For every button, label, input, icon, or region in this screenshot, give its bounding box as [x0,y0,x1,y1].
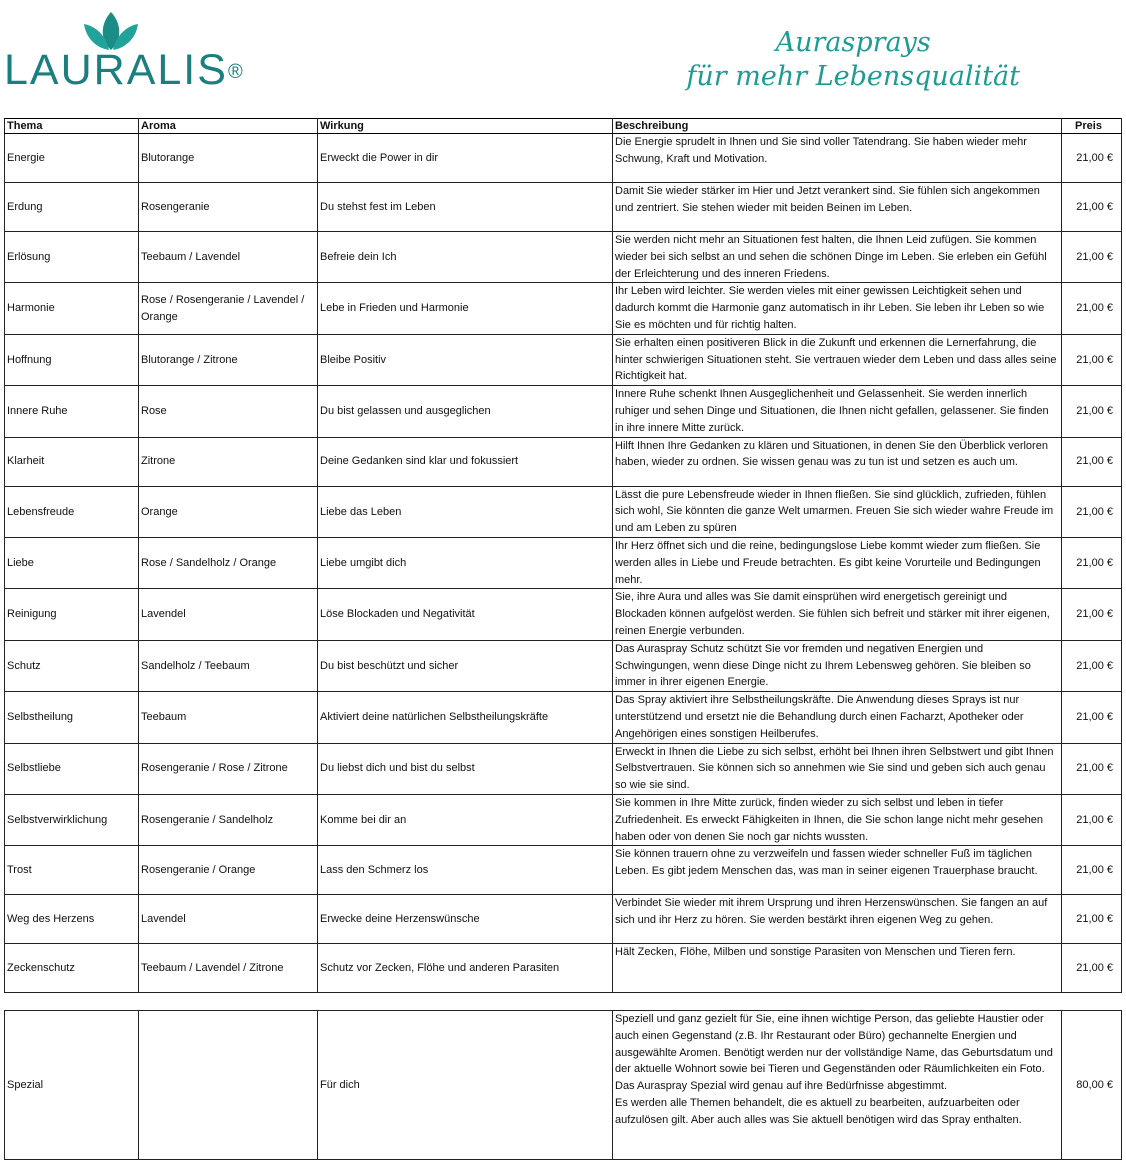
cell-wirkung: Bleibe Positiv [318,334,613,385]
cell-aroma: Lavendel [139,589,318,640]
header-aroma: Aroma [139,119,318,134]
cell-beschreibung: Sie, ihre Aura und alles was Sie damit einsprühen wird energetisch gereinigt und Blockaden können aufgelöst werden. Sie fühlen sich befreit und stärker mit ihrer eigenen, reinen Energie verbunden. [613,589,1062,640]
headline [686,26,1020,94]
cell-thema: Harmonie [5,283,139,334]
cell-wirkung: Du stehst fest im Leben [318,183,613,232]
table-row [5,134,1122,183]
cell-beschreibung: Damit Sie wieder stärker im Hier und Jetzt verankert sind. Sie fühlen sich angekommen und zentriert. Sie stehen wieder mit beiden Beinen im Leben. [613,183,1062,232]
cell-wirkung: Liebe umgibt dich [318,537,613,588]
cell-aroma: Teebaum [139,692,318,743]
product-table [4,118,1122,993]
cell-preis: 21,00 € [1062,183,1122,232]
cell-beschreibung: Sie werden nicht mehr an Situationen fest halten, die Ihnen Leid zufügen. Sie kommen wieder bei sich selbst an und sehen die schönen Dinge im Leben. Sie erleben ein Gefühl der Erleichterung und des inneren Friedens. [613,232,1062,283]
cell-preis: 21,00 € [1062,895,1122,944]
cell-preis: 21,00 € [1062,692,1122,743]
cell-wirkung: Liebe das Leben [318,486,613,537]
cell-wirkung: Befreie dein Ich [318,232,613,283]
cell-thema: Energie [5,134,139,183]
table-row [5,640,1122,691]
cell-aroma: Rosengeranie / Rose / Zitrone [139,743,318,794]
cell-thema: Selbstheilung [5,692,139,743]
cell-aroma: Rose [139,386,318,437]
cell-beschreibung: Sie können trauern ohne zu verzweifeln und fassen wieder schneller Fuß im täglichen Leben. Es gibt jedem Menschen das, was man in seiner eigenen Trauerphase braucht. [613,846,1062,895]
cell-thema: Weg des Herzens [5,895,139,944]
cell-preis: 21,00 € [1062,283,1122,334]
cell-thema: Klarheit [5,437,139,486]
table-row [5,183,1122,232]
spezial-thema: Spezial [5,1011,139,1160]
cell-aroma: Lavendel [139,895,318,944]
header-thema: Thema [5,119,139,134]
header-preis: Preis [1062,119,1122,134]
table-row [5,334,1122,385]
cell-beschreibung: Ihr Herz öffnet sich und die reine, bedingungslose Liebe kommt wieder zum fließen. Sie werden alles in Liebe und Freude betrachten. Es gibt keine Vorurteile und Bedingungen mehr. [613,537,1062,588]
cell-aroma: Teebaum / Lavendel [139,232,318,283]
cell-wirkung: Du bist beschützt und sicher [318,640,613,691]
cell-preis: 21,00 € [1062,743,1122,794]
cell-wirkung: Lass den Schmerz los [318,846,613,895]
header-beschreibung: Beschreibung [613,119,1062,134]
cell-wirkung: Lebe in Frieden und Harmonie [318,283,613,334]
cell-beschreibung: Sie erhalten einen positiveren Blick in die Zukunft und erkennen die Lernerfahrung, die hinter schwierigen Situationen steht. Sie vertrauen wieder dem Leben und dass alles seine Richtigkeit hat. [613,334,1062,385]
cell-wirkung: Du bist gelassen und ausgeglichen [318,386,613,437]
table-row [5,944,1122,993]
cell-thema: Reinigung [5,589,139,640]
cell-wirkung: Aktiviert deine natürlichen Selbstheilungskräfte [318,692,613,743]
cell-thema: Schutz [5,640,139,691]
cell-preis: 21,00 € [1062,486,1122,537]
header-wirkung: Wirkung [318,119,613,134]
headline-line-1: Aurasprays [775,27,931,58]
leaf-icon [82,10,140,50]
cell-aroma: Rosengeranie / Orange [139,846,318,895]
table-row [5,589,1122,640]
brand-name [4,48,243,92]
cell-aroma: Rosengeranie [139,183,318,232]
table-row [5,895,1122,944]
registered-mark: ® [227,61,243,83]
cell-thema: Selbstverwirklichung [5,794,139,845]
brand-logo [4,10,243,94]
table-row [5,846,1122,895]
cell-thema: Innere Ruhe [5,386,139,437]
spezial-desc-line: Speziell und ganz gezielt für Sie, eine ihnen wichtige Person, das geliebte Haustier oder auch einen Gegenstand (z.B. Ihr Restaurant oder Büro) gechannelte Energien und ausgewählte Aromen. Benötigt werden nur der vollständige Name, das Geburtsdatum und der aktuelle Wohnort sowie bei Tieren und Gegenständen oder Räumlichkeiten ein Foto. [615,1013,1053,1076]
cell-preis: 21,00 € [1062,794,1122,845]
table-row [5,386,1122,437]
cell-preis: 21,00 € [1062,232,1122,283]
cell-thema: Trost [5,846,139,895]
cell-preis: 21,00 € [1062,846,1122,895]
cell-aroma: Rose / Sandelholz / Orange [139,537,318,588]
cell-preis: 21,00 € [1062,640,1122,691]
cell-thema: Zeckenschutz [5,944,139,993]
table-row [5,232,1122,283]
cell-thema: Lebensfreude [5,486,139,537]
table-row [5,794,1122,845]
cell-preis: 21,00 € [1062,134,1122,183]
cell-aroma: Teebaum / Lavendel / Zitrone [139,944,318,993]
cell-wirkung: Deine Gedanken sind klar und fokussiert [318,437,613,486]
table-row [5,486,1122,537]
cell-thema: Hoffnung [5,334,139,385]
cell-beschreibung: Lässt die pure Lebensfreude wieder in Ihnen fließen. Sie sind glücklich, zufrieden, fühlen sich wohl, Sie könnten die ganze Welt umarmen. Freuen Sie sich wieder wahre Freude im und am Leben zu spüren [613,486,1062,537]
table-row [5,537,1122,588]
table-header-row [5,119,1122,134]
table-row [5,743,1122,794]
cell-aroma: Rosengeranie / Sandelholz [139,794,318,845]
cell-beschreibung: Verbindet Sie wieder mit ihrem Ursprung und ihren Herzenswünschen. Sie fangen an auf sich und ihr Herz zu hören. Sie werden bestärkt ihren eigenen Weg zu gehen. [613,895,1062,944]
cell-beschreibung: Sie kommen in Ihre Mitte zurück, finden wieder zu sich selbst und leben in tiefer Zufriedenheit. Es erweckt Fähigkeiten in Ihnen, die Sie schon lange nicht mehr gesehen haben oder von denen Sie noch gar nichts wussten. [613,794,1062,845]
brand-name-text: LAURALIS [4,46,228,94]
cell-beschreibung: Ihr Leben wird leichter. Sie werden vieles mit einer gewissen Leichtigkeit sehen und dadurch kommt die Harmonie ganz automatisch in ihr Leben. Sie leben ihr Leben so wie Sie es möchten und für richtig halten. [613,283,1062,334]
cell-wirkung: Schutz vor Zecken, Flöhe und anderen Parasiten [318,944,613,993]
cell-thema: Selbstliebe [5,743,139,794]
cell-aroma: Zitrone [139,437,318,486]
cell-thema: Liebe [5,537,139,588]
cell-wirkung: Komme bei dir an [318,794,613,845]
cell-aroma: Orange [139,486,318,537]
cell-preis: 21,00 € [1062,334,1122,385]
cell-preis: 21,00 € [1062,386,1122,437]
cell-thema: Erlösung [5,232,139,283]
page-header [0,0,1126,118]
table-row [5,692,1122,743]
cell-beschreibung: Hält Zecken, Flöhe, Milben und sonstige Parasiten von Menschen und Tieren fern. [613,944,1062,993]
headline-line-2: für mehr Lebensqualität [686,61,1020,92]
cell-wirkung: Erwecke deine Herzenswünsche [318,895,613,944]
cell-beschreibung: Erweckt in Ihnen die Liebe zu sich selbst, erhöht bei Ihnen ihren Selbstwert und gibt Ihnen Selbstvertrauen. Sie können sich so annehmen wie Sie sind und geben sich auch genau so wie sie sind. [613,743,1062,794]
cell-preis: 21,00 € [1062,537,1122,588]
spezial-table [4,1010,1122,1160]
cell-aroma: Sandelholz / Teebaum [139,640,318,691]
cell-preis: 21,00 € [1062,589,1122,640]
cell-aroma: Rose / Rosengeranie / Lavendel / Orange [139,283,318,334]
spezial-row [5,1011,1122,1160]
cell-preis: 21,00 € [1062,944,1122,993]
spezial-aroma [139,1011,318,1160]
cell-preis: 21,00 € [1062,437,1122,486]
cell-wirkung: Du liebst dich und bist du selbst [318,743,613,794]
cell-aroma: Blutorange [139,134,318,183]
spezial-desc-line: Es werden alle Themen behandelt, die es aktuell zu bearbeiten, aufzuarbeiten oder aufzulösen gilt. Aber auch alles was Sie aktuell benötigen wird das Spray enthalten. [615,1096,1022,1126]
cell-thema: Erdung [5,183,139,232]
cell-beschreibung: Das Auraspray Schutz schützt Sie vor fremden und negativen Energien und Schwingungen, wenn diese Dinge nicht zu Ihrem Lebensweg gehören. Sie bleiben so immer in ihrer eigenen Energie. [613,640,1062,691]
cell-beschreibung: Das Spray aktiviert ihre Selbstheilungskräfte. Die Anwendung dieses Sprays ist nur unterstützend und ersetzt nie die Behandlung durch einen Facharzt, Apotheker oder Angehörigen eines sonstigen Heilberufes. [613,692,1062,743]
spezial-desc-line: Das Auraspray Spezial wird genau auf ihre Bedürfnisse abgestimmt. [615,1080,948,1093]
table-row [5,283,1122,334]
cell-beschreibung: Hilft Ihnen Ihre Gedanken zu klären und Situationen, in denen Sie den Überblick verloren haben, wieder zu ordnen. Sie wissen genau was zu tun ist und setzen es auch um. [613,437,1062,486]
cell-beschreibung: Die Energie sprudelt in Ihnen und Sie sind voller Tatendrang. Sie haben wieder mehr Schwung, Kraft und Motivation. [613,134,1062,183]
spezial-wirkung: Für dich [318,1011,613,1160]
cell-wirkung: Erweckt die Power in dir [318,134,613,183]
table-row [5,437,1122,486]
cell-aroma: Blutorange / Zitrone [139,334,318,385]
spezial-beschreibung [613,1011,1062,1160]
cell-beschreibung: Innere Ruhe schenkt Ihnen Ausgeglichenheit und Gelassenheit. Sie werden innerlich ruhiger und sehen Dinge und Situationen, die Ihnen nicht gefallen, gelassener. Sie finden in ihre innere Mitte zurück. [613,386,1062,437]
cell-wirkung: Löse Blockaden und Negativität [318,589,613,640]
spezial-preis: 80,00 € [1062,1011,1122,1160]
